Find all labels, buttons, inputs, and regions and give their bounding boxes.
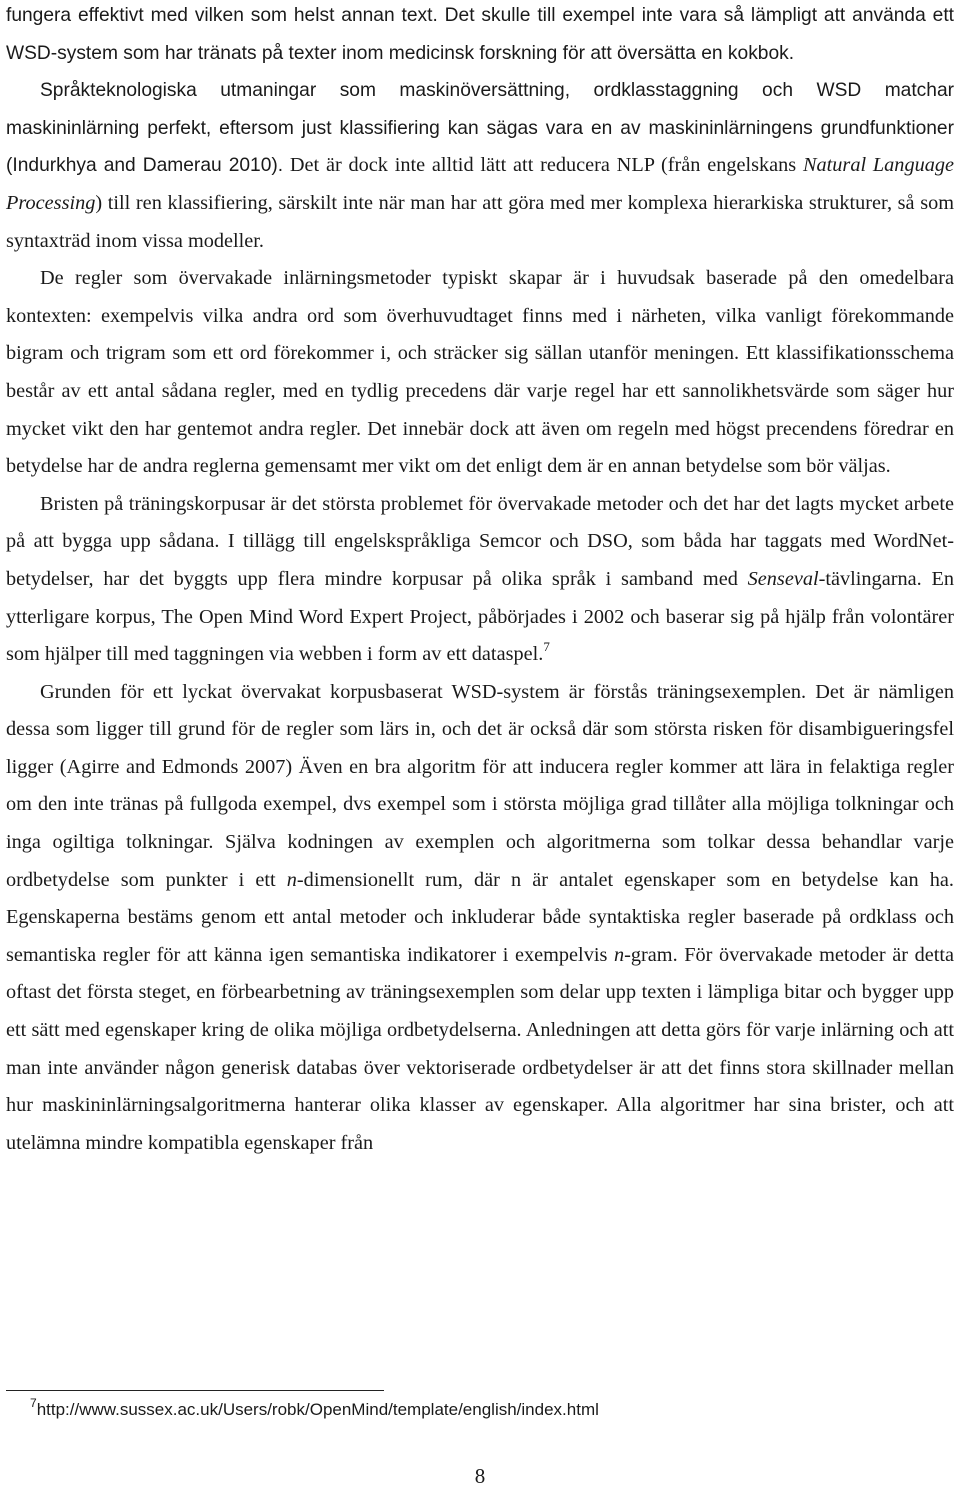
footnote-url[interactable]: http://www.sussex.ac.uk/Users/robk/OpenMind/template/english/index.html — [36, 1400, 599, 1419]
footnote-divider — [6, 1390, 384, 1391]
page-number: 8 — [474, 1464, 486, 1488]
footnote — [30, 1398, 599, 1422]
footnote-reference[interactable]: 7 — [543, 639, 550, 655]
paragraph-training-examples: Grunden för ett lyckat övervakat korpusbaserat WSD-system är förstås träningsexemplen. Det är nämligen dessa som ligger till grund för de regler som lärs in, och det är också där som största risken för disambigueringsfel ligger (Agirre and Edmonds 2007) Även en bra algoritm för att inducera regler kommer att lära in felaktiga regler om den inte tränas på fullgoda exempel, dvs exempel som i största möjliga grad tillåter alla möjliga tolkningar och inga ogiltiga tolkningar. Själva kodningen av exemplen och algoritmerna som tolkar dessa behandlar varje ordbetydelse som punkter i ett n-dimensionellt rum, där n är antalet egenskaper som en betydelse kan ha. Egenskaperna bestäms genom ett antal metoder och inkluderar både syntaktiska regler baserade på ordklass och semantiska regler för att känna igen semantiska indikatorer i exempelvis n-gram. För övervakade metoder är detta oftast det första steget, en förbearbetning av träningsexemplen som delar upp texten i lämpliga bitar och bygger upp ett sätt med egenskaper kring de olika möjliga ordbetydelserna. Anledningen att detta görs för varje inlärning och att man inte använder någon generisk databas över vektoriserade ordbetydelser är att det finns stora skillnader mellan hur maskininlärningsalgoritmerna hanterar olika klasser av egenskaper. Alla algoritmer har sina brister, och att utelämna mindre kompatibla egenskaper från — [6, 680, 955, 1154]
paragraph-training-corpora: Bristen på träningskorpusar är det största problemet för övervakade metoder och det har det lagts mycket arbete på att bygga upp sådana. I tillägg till engelskspråkliga Semcor och DSO, som båda har taggats med WordNet-betydelser, har det byggts upp flera mindre korpusar på olika språk i samband med Senseval-tävlingarna. En ytterligare korpus, The Open Mind Word Expert Project, påbörjades i 2002 och baserar sig på hjälp från volontärer som hjälper till med taggningen via webben i form av ett dataspel.$^7$ — [6, 492, 955, 666]
paragraph-nlp-classification: Språkteknologiska utmaningar som maskinöversättning, ordklasstaggning och WSD matchar maskininlärning perfekt, eftersom just klassifiering kan sägas vara en av maskininlärningens grundfunktioner (Indurkhya and Damerau 2010). Det är dock inte alltid lätt att reducera NLP (från engelskans Natural Language Processing) till ren klassifiering, särskilt inte när man har att göra med mer komplexa hierarkiska strukturer, så som syntaxträd inom vissa modeller. — [6, 80, 955, 252]
paragraph-supervised-rules: De regler som övervakade inlärningsmetoder typiskt skapar är i huvudsak baserade på den omedelbara kontexten: exempelvis vilka andra ord som överhuvudtaget finns med i närheten, vilka vanligt förekommande bigram och trigram som ett ord förekommer i, och sträcker sig sällan utanför meningen. Ett klassifikationsschema består av ett antal sådana regler, med en tydlig precedens där varje regel har ett sannolikhetsvärde som säger hur mycket vikt den har gentemot andra regler. Det innebär dock att även om regeln med högst precendens föredrar en betydelse har de andra reglerna gemensamt mer vikt om det enligt dem är en annan betydelse som bör väljas. — [6, 267, 954, 478]
footnote-number: 7 — [30, 1396, 37, 1410]
paragraph-continued: fungera effektivt med vilken som helst annan text. Det skulle till exempel inte vara så lämpligt att använda ett WSD-system som har tränats på texter inom medicinsk forskning för att översätta en kokbok. — [6, 5, 954, 64]
document-body — [6, 0, 954, 1162]
